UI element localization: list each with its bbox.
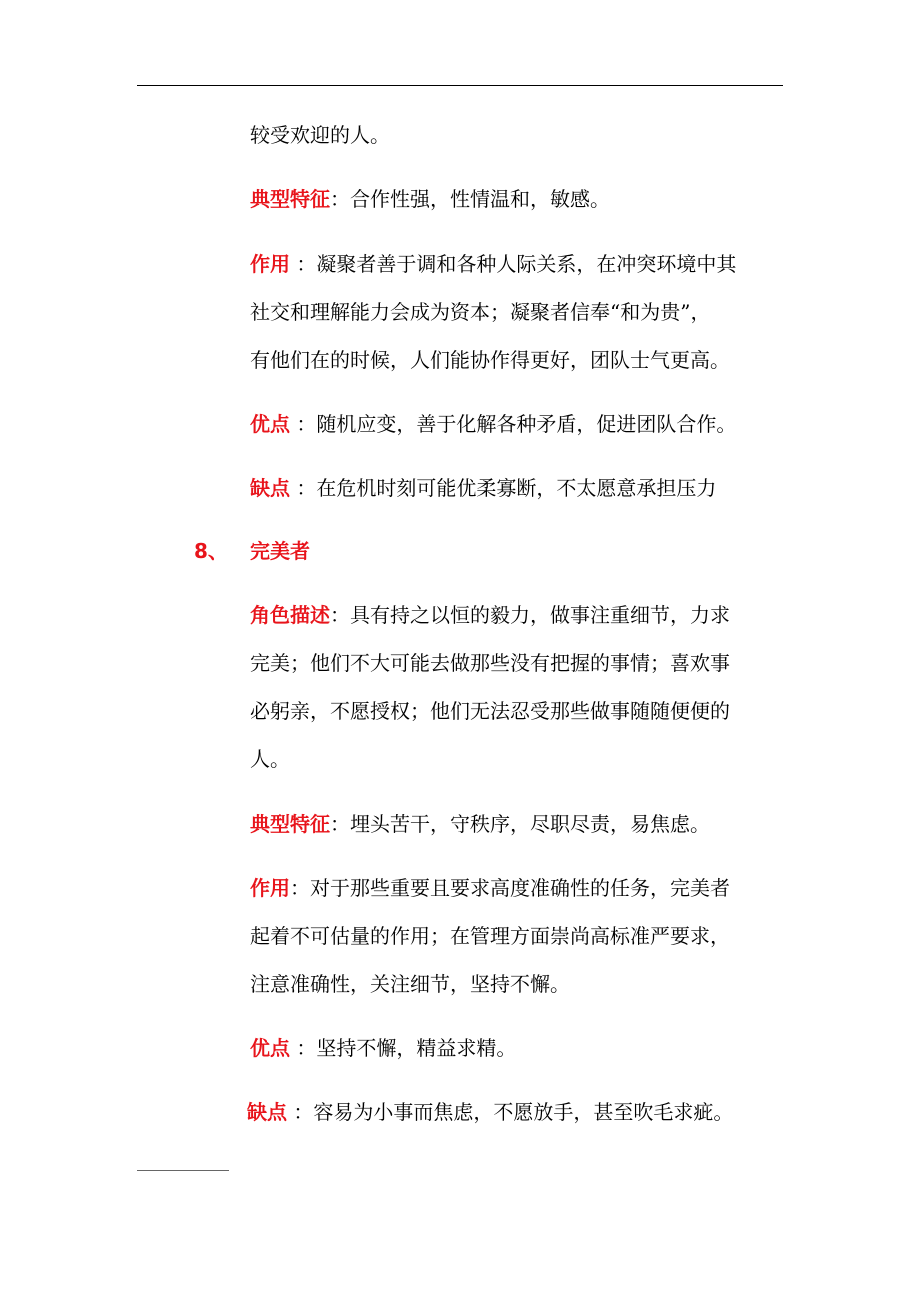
cons-label: 缺点 — [247, 1100, 287, 1124]
role-label: 作用 — [250, 876, 290, 900]
section-number: 8、 — [194, 539, 228, 563]
traits-label: 典型特征 — [250, 812, 330, 836]
pros-label: 优点 — [250, 412, 290, 436]
continuation-text: 较受欢迎的人。 — [250, 123, 390, 147]
desc-label: 角色描述 — [250, 603, 330, 627]
coordinator-pros: 优点 ：随机应变，善于化解各种矛盾，促进团队合作。 — [250, 412, 737, 436]
perfectionist-traits: 典型特征：埋头苦干，守秩序，尽职尽责，易焦虑。 — [250, 812, 710, 836]
perfectionist-cons: 缺点 ：容易为小事而焦虑，不愿放手，甚至吹毛求疵。 — [247, 1100, 734, 1124]
perfectionist-role: 作用：对于那些重要且要求高度准确性的任务，完美者 起着不可估量的作用；在管理方面崇尚高标准严要求， 注意准确性，关注细节，坚持不懈。 — [250, 876, 730, 996]
cons-label: 缺点 — [250, 476, 290, 500]
perfectionist-description: 角色描述：具有持之以恒的毅力，做事注重细节，力求 完美；他们不大可能去做那些没有把握的事情；喜欢事 必躬亲，不愿授权；他们无法忍受那些做事随随便便的 人。 — [250, 603, 730, 771]
pros-label: 优点 — [250, 1036, 290, 1060]
coordinator-traits: 典型特征：合作性强，性情温和，敏感。 — [250, 187, 610, 211]
header-rule — [137, 85, 783, 86]
perfectionist-pros: 优点 ：坚持不懈，精益求精。 — [250, 1036, 517, 1060]
traits-label: 典型特征 — [250, 187, 330, 211]
role-label: 作用 — [250, 252, 290, 276]
coordinator-cons: 缺点 ：在危机时刻可能优柔寡断，不太愿意承担压力 — [250, 476, 717, 500]
footer-rule — [137, 1170, 229, 1171]
section-title: 完美者 — [250, 539, 310, 563]
coordinator-role: 作用 ：凝聚者善于调和各种人际关系，在冲突环境中其 社交和理解能力会成为资本；凝聚者信奉“和为贵”， 有他们在的时候，人们能协作得更好，团队士气更高。 — [250, 252, 737, 372]
